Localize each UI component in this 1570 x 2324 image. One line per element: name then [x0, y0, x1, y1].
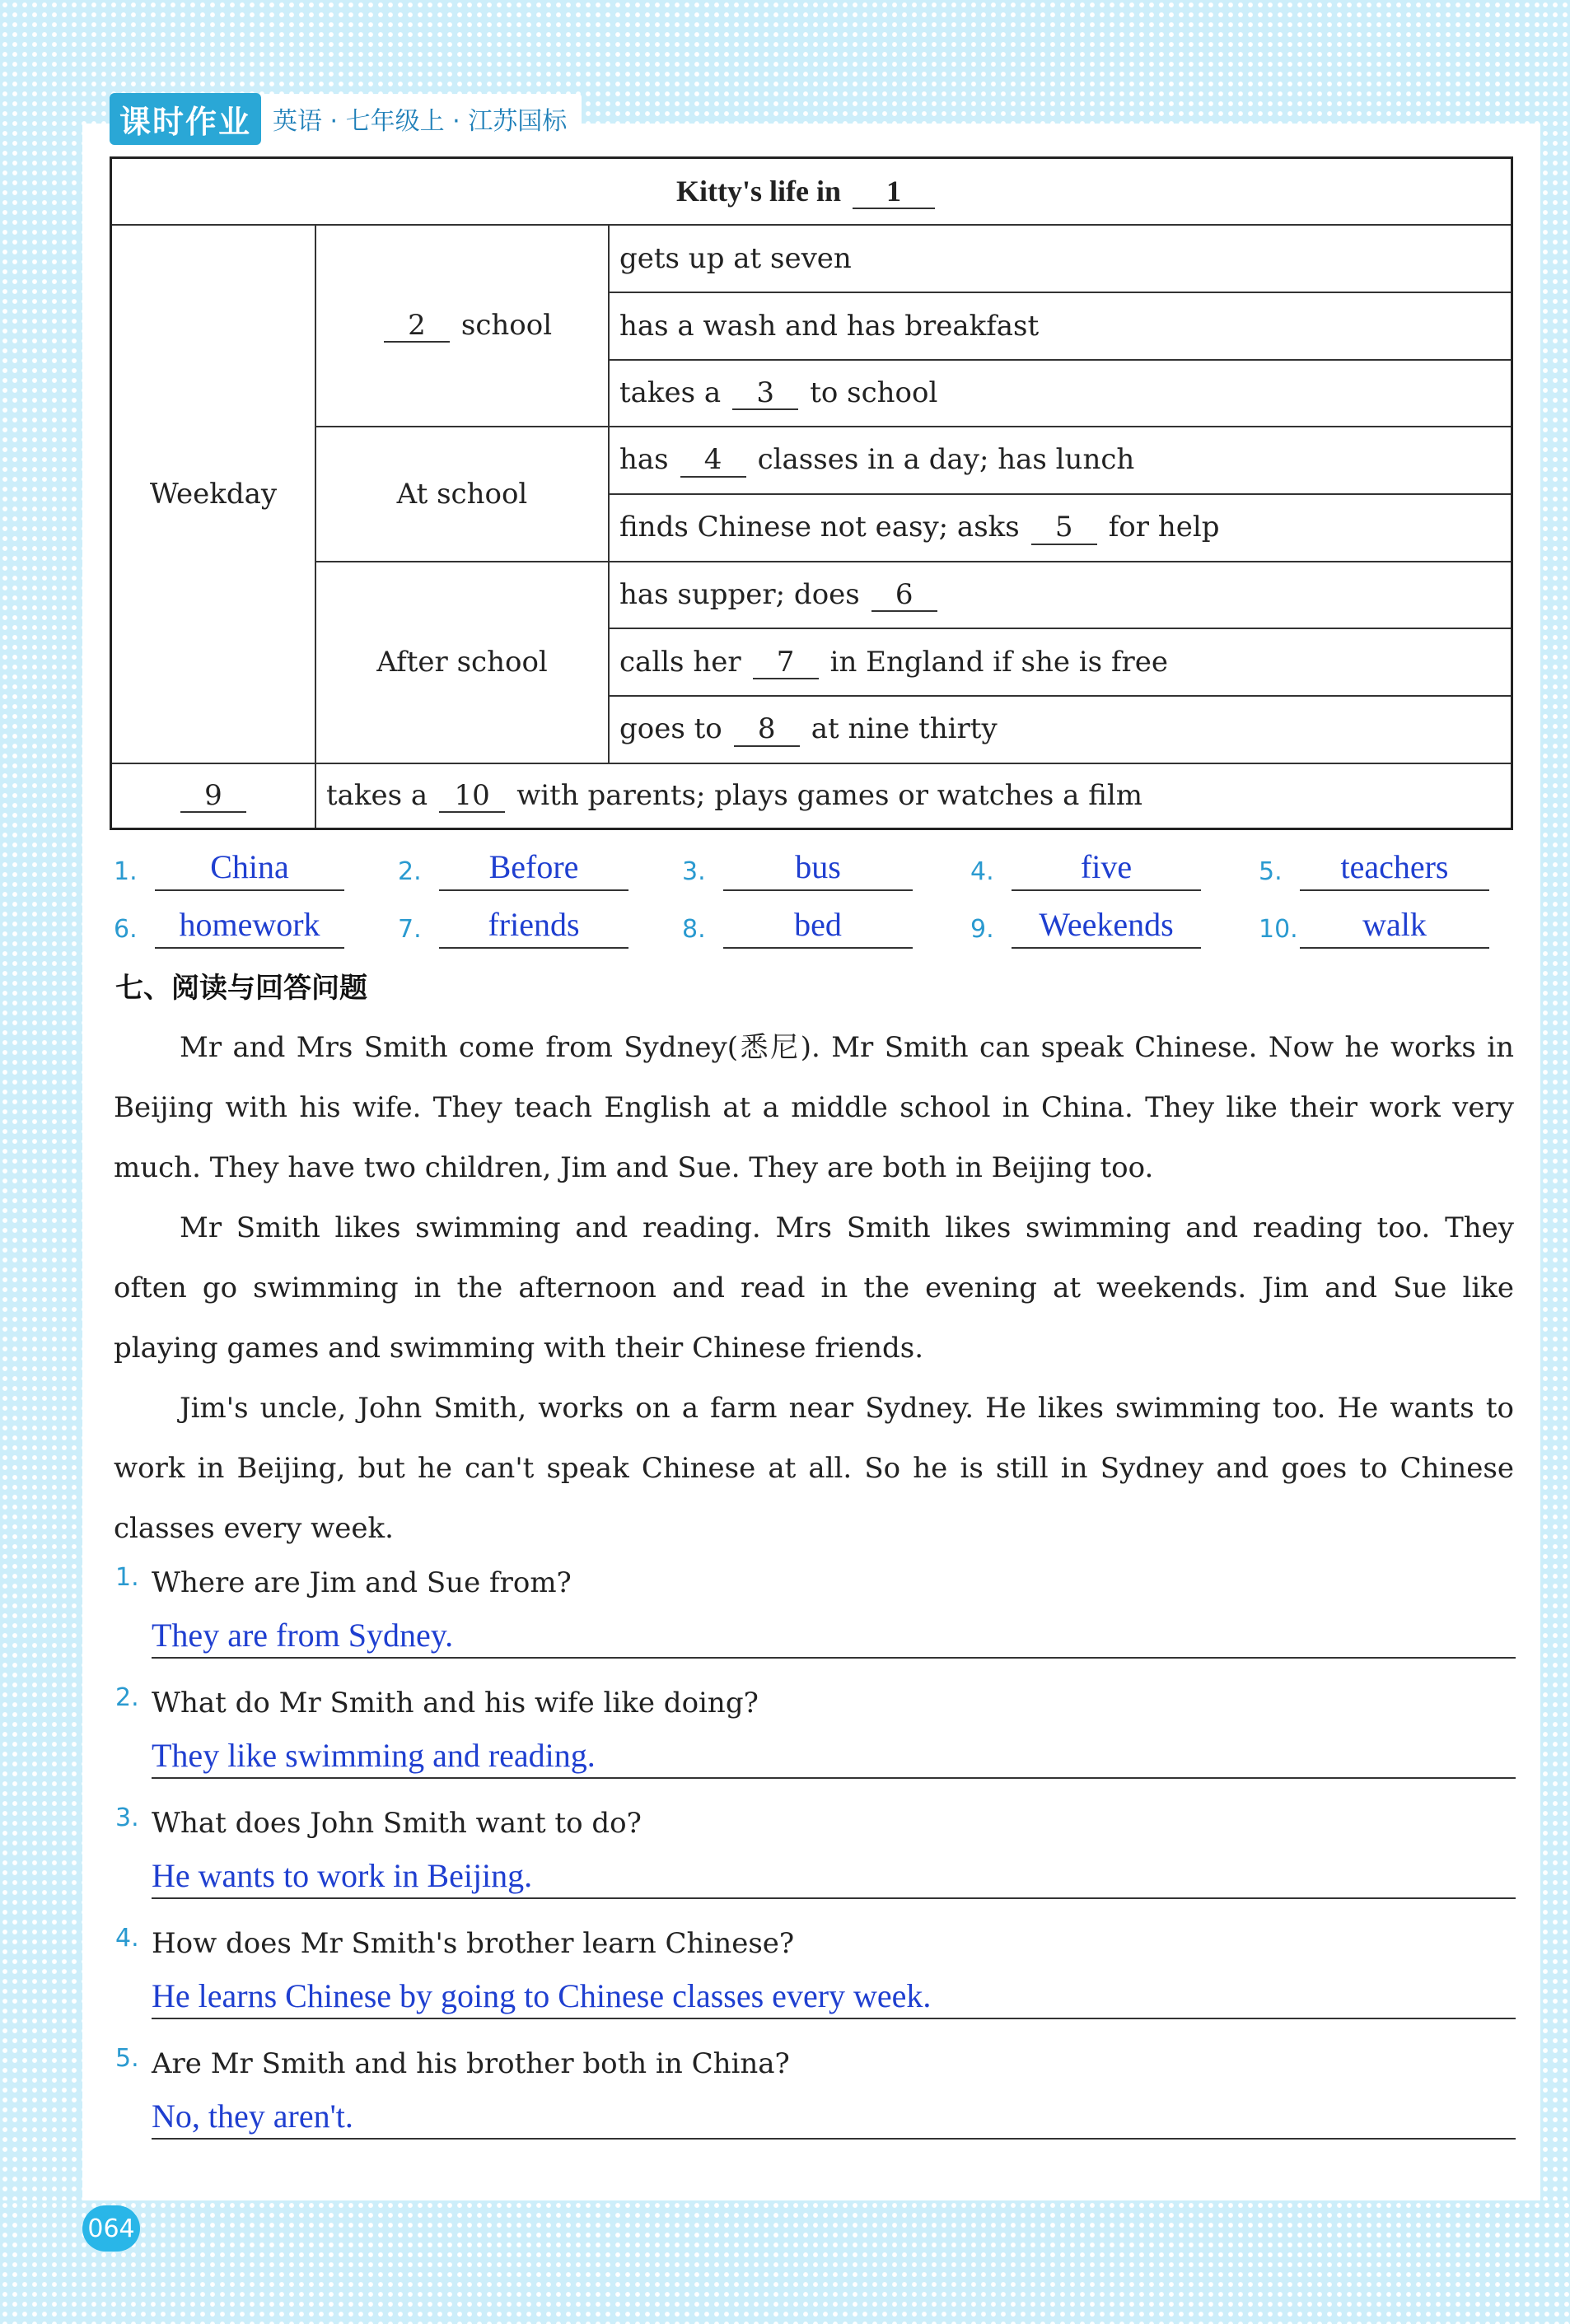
paragraph: Mr Smith likes swimming and reading. Mrs Smith likes swimming and reading too. They often go swimming in the afternoon and read in the evening at weekends. Jim and Sue like playing games and swimming with their Chinese friends. — [114, 1211, 1514, 1365]
answer-item: 9. Weekends — [970, 898, 1217, 949]
answer-item: 7. friends — [398, 898, 645, 949]
before-school-cell: 2 school — [315, 225, 609, 427]
table-row: finds Chinese not easy; asks 5 for help — [609, 494, 1512, 562]
blank-7: 7 — [753, 647, 819, 679]
blank-3: 3 — [732, 378, 798, 410]
blank-2: 2 — [384, 310, 450, 343]
table-row: has a wash and has breakfast — [609, 292, 1512, 360]
table-row: calls her 7 in England if she is free — [609, 628, 1512, 696]
table-row: goes to 8 at nine thirty — [609, 696, 1512, 763]
answer-item: 6. homework — [114, 898, 361, 949]
answer-line: They are from Sydney. — [152, 1614, 1516, 1659]
answer-item: 3. bus — [682, 840, 929, 891]
table-row: gets up at seven — [609, 225, 1512, 292]
blank-4: 4 — [680, 445, 746, 477]
after-school-cell: After school — [315, 562, 609, 763]
dotted-background-right — [1540, 0, 1570, 2324]
answer-line: No, they aren't. — [152, 2095, 1516, 2140]
blank-6: 6 — [871, 580, 937, 612]
page-number: 064 — [82, 2205, 140, 2252]
blank-9: 9 — [180, 781, 246, 813]
paragraph: Mr and Mrs Smith come from Sydney(悉尼). Mr Smith can speak Chinese. Now he works in Beijing with his wife. They teach English at a middle school in China. They like their work very much. They have two children, Jim and Sue. They are both in Beijing too. — [114, 1031, 1514, 1184]
paragraph: Jim's uncle, John Smith, works on a farm near Sydney. He likes swimming too. He wants to work in Beijing, but he can't speak Chinese at all. So he is still in Sydney and goes to Chinese classes every week. — [114, 1392, 1514, 1545]
page-header — [110, 94, 582, 143]
table-row: takes a 10 with parents; plays games or watches a film — [315, 763, 1512, 829]
blank-1: 1 — [853, 175, 935, 210]
answer-item: 2. Before — [398, 840, 645, 891]
kitty-life-table — [110, 156, 1513, 830]
answer-item: 8. bed — [682, 898, 929, 949]
answer-item: 1. China — [114, 840, 361, 891]
answer-key — [114, 840, 1514, 955]
book-logo: 课时作业 — [110, 93, 261, 145]
dotted-background-left — [0, 0, 82, 2324]
answer-item: 10. walk — [1259, 898, 1506, 949]
answer-item: 5. teachers — [1259, 840, 1506, 891]
weekday-cell: Weekday — [111, 225, 316, 763]
blank-10: 10 — [439, 781, 505, 813]
dotted-background-bottom — [0, 2200, 1570, 2324]
answer-line: He wants to work in Beijing. — [152, 1855, 1516, 1899]
answer-item: 4. five — [970, 840, 1217, 891]
answer-line: He learns Chinese by going to Chinese classes every week. — [152, 1975, 1516, 2019]
blank-5: 5 — [1031, 512, 1097, 544]
answer-row — [114, 840, 1514, 898]
weekend-cell — [111, 763, 316, 829]
reading-passage — [114, 1018, 1514, 1559]
at-school-cell: At school — [315, 427, 609, 561]
table-row: takes a 3 to school — [609, 360, 1512, 427]
table-row: has 4 classes in a day; has lunch — [609, 427, 1512, 494]
answer-line: They like swimming and reading. — [152, 1734, 1516, 1779]
section-title: 七、阅读与回答问题 — [115, 972, 367, 1005]
table-row: has supper; does 6 — [609, 562, 1512, 629]
book-subtitle: 英语 · 七年级上 · 江苏国标 — [273, 107, 568, 136]
answer-row — [114, 898, 1514, 955]
table-title: Kitty's life in 1 — [111, 158, 1512, 226]
blank-8: 8 — [734, 714, 800, 746]
